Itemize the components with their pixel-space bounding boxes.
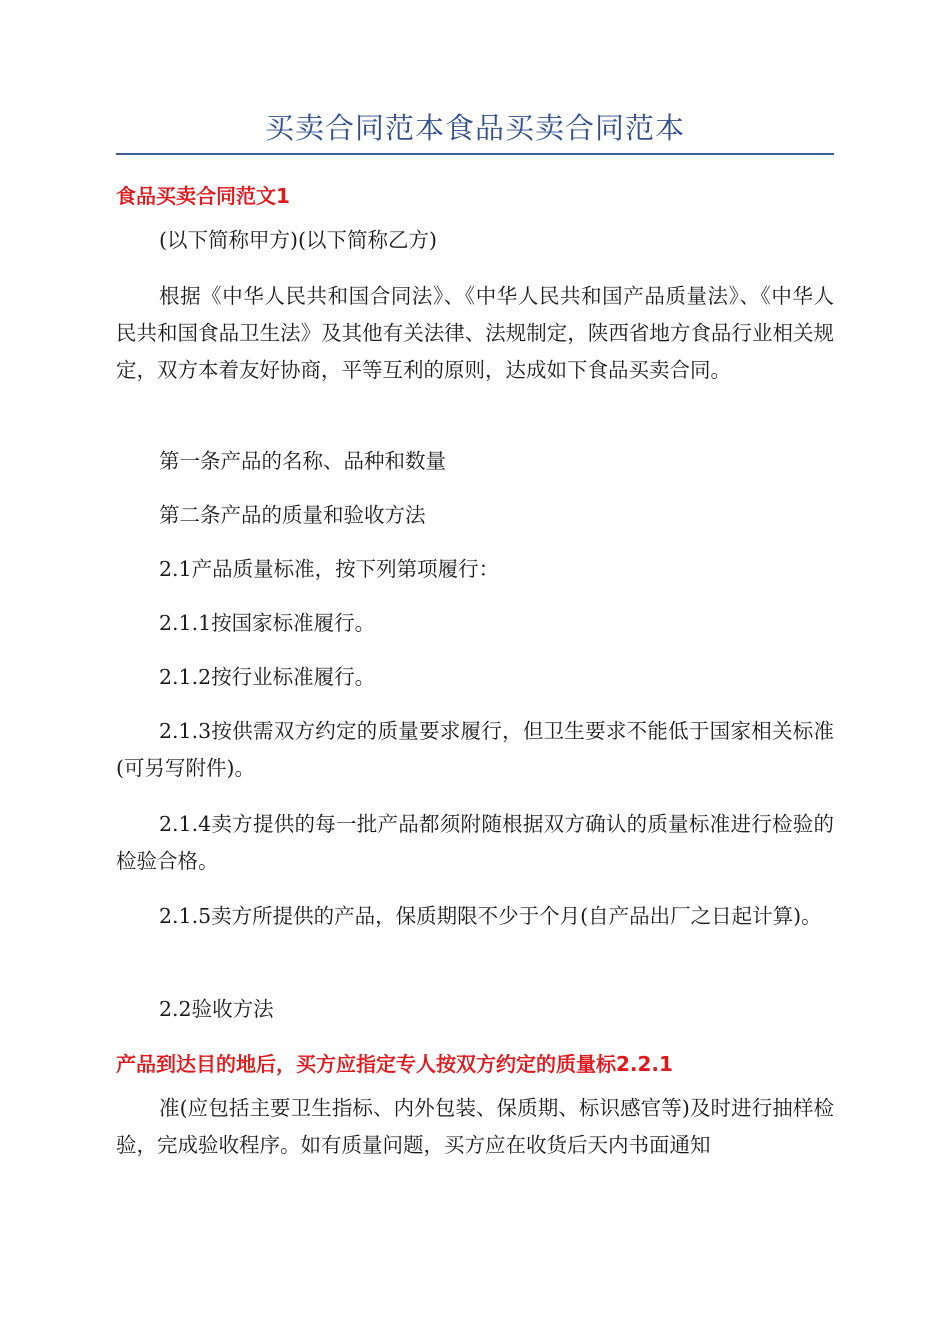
paragraph-inspection: 准(应包括主要卫生指标、内外包装、保质期、标识感官等)及时进行抽样检验，完成验收程序。如有质量问题，买方应在收货后天内书面通知	[116, 1096, 834, 1157]
paragraph-2-1-1: 2.1.1按国家标准履行。	[159, 611, 376, 635]
paragraph-2-1-3: 2.1.3按供需双方约定的质量要求履行，但卫生要求不能低于国家相关标准(可另写附件)。	[116, 719, 834, 780]
paragraph-article-2: 第二条产品的质量和验收方法	[159, 503, 426, 527]
paragraph-article-1: 第一条产品的名称、品种和数量	[159, 449, 446, 473]
document-title: 买卖合同范本食品买卖合同范本	[264, 111, 685, 145]
title-underline	[116, 153, 834, 155]
paragraph-2-1-2: 2.1.2按行业标准履行。	[159, 665, 376, 689]
section-heading-2-2-1: 产品到达目的地后，买方应指定专人按双方约定的质量标2.2.1	[116, 1052, 673, 1076]
paragraph-2-1: 2.1产品质量标准，按下列第项履行：	[159, 557, 500, 581]
paragraph-2-2: 2.2验收方法	[159, 997, 274, 1021]
paragraph-2-1-4: 2.1.4卖方提供的每一批产品都须附随根据双方确认的质量标准进行检验的检验合格。	[116, 812, 834, 873]
paragraph-parties: (以下简称甲方)(以下简称乙方)	[159, 228, 437, 252]
paragraph-legal-basis: 根据《中华人民共和国合同法》、《中华人民共和国产品质量法》、《中华人民共和国食品卫生法》及其他有关法律、法规制定，陕西省地方食品行业相关规定，双方本着友好协商，平等互利的原则，达成如下食品买卖合同。	[116, 284, 834, 382]
paragraph-2-1-5: 2.1.5卖方所提供的产品，保质期限不少于个月(自产品出厂之日起计算)。	[159, 904, 822, 928]
section-heading-1: 食品买卖合同范文1	[116, 184, 290, 208]
